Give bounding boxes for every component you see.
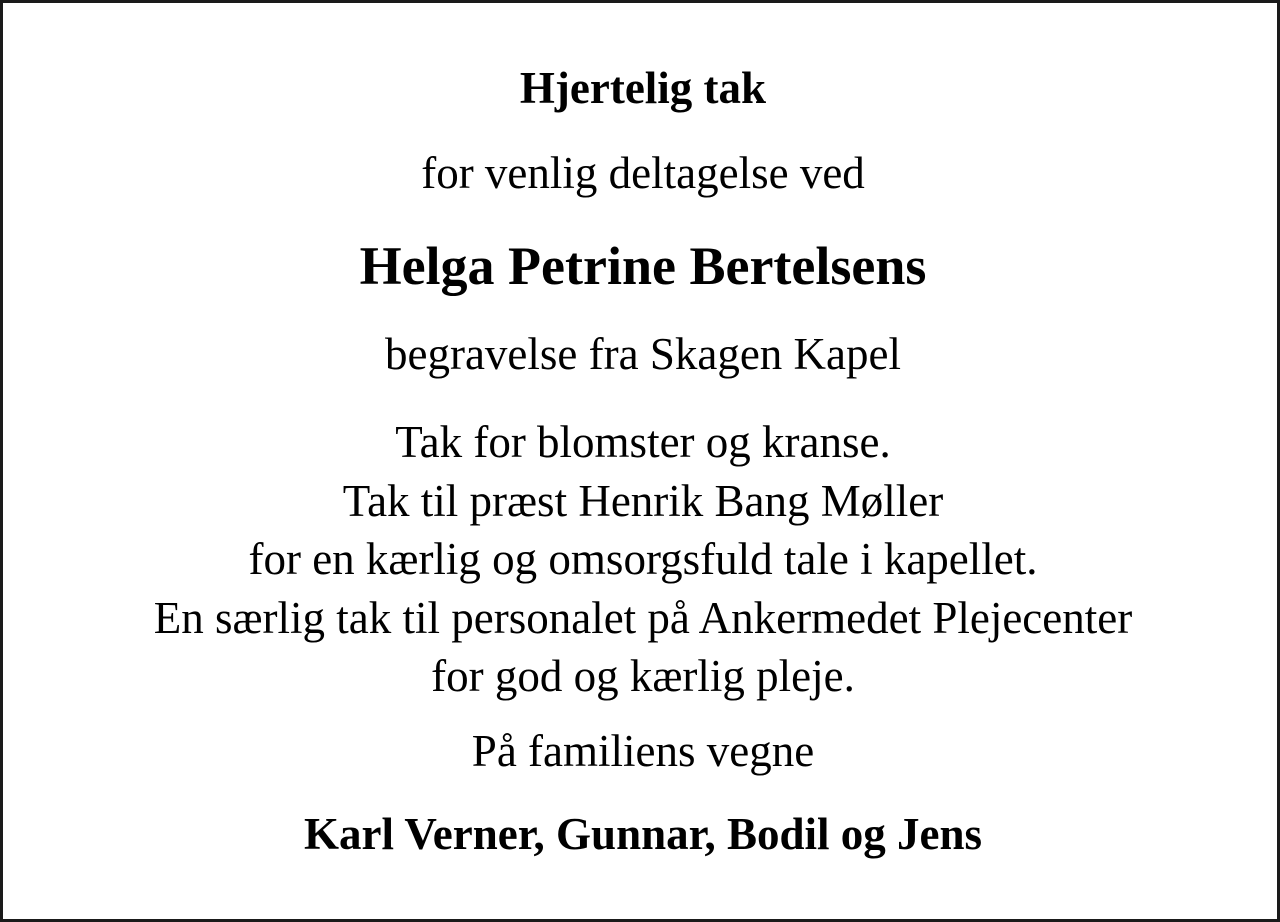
signers: Karl Verner, Gunnar, Bodil og Jens <box>303 809 983 859</box>
thanks-paragraph <box>3 413 1280 706</box>
notice-intro: for venlig deltagelse ved <box>421 148 865 198</box>
thanks-line: for god og kærlig pleje. <box>431 651 855 701</box>
funeral-location: begravelse fra Skagen Kapel <box>384 329 901 379</box>
thanks-line: for en kærlig og omsorgsfuld tale i kapellet. <box>248 534 1038 584</box>
thanks-line: Tak til præst Henrik Bang Møller <box>342 475 944 526</box>
thanks-line: Tak for blomster og kranse. <box>395 417 891 467</box>
deceased-name: Helga Petrine Bertelsens <box>359 236 927 296</box>
notice-heading: Hjertelig tak <box>519 63 767 113</box>
on-behalf-text: På familiens vegne <box>471 726 815 776</box>
thanks-line: En særlig tak til personalet på Ankermedet Plejecenter <box>153 592 1133 643</box>
